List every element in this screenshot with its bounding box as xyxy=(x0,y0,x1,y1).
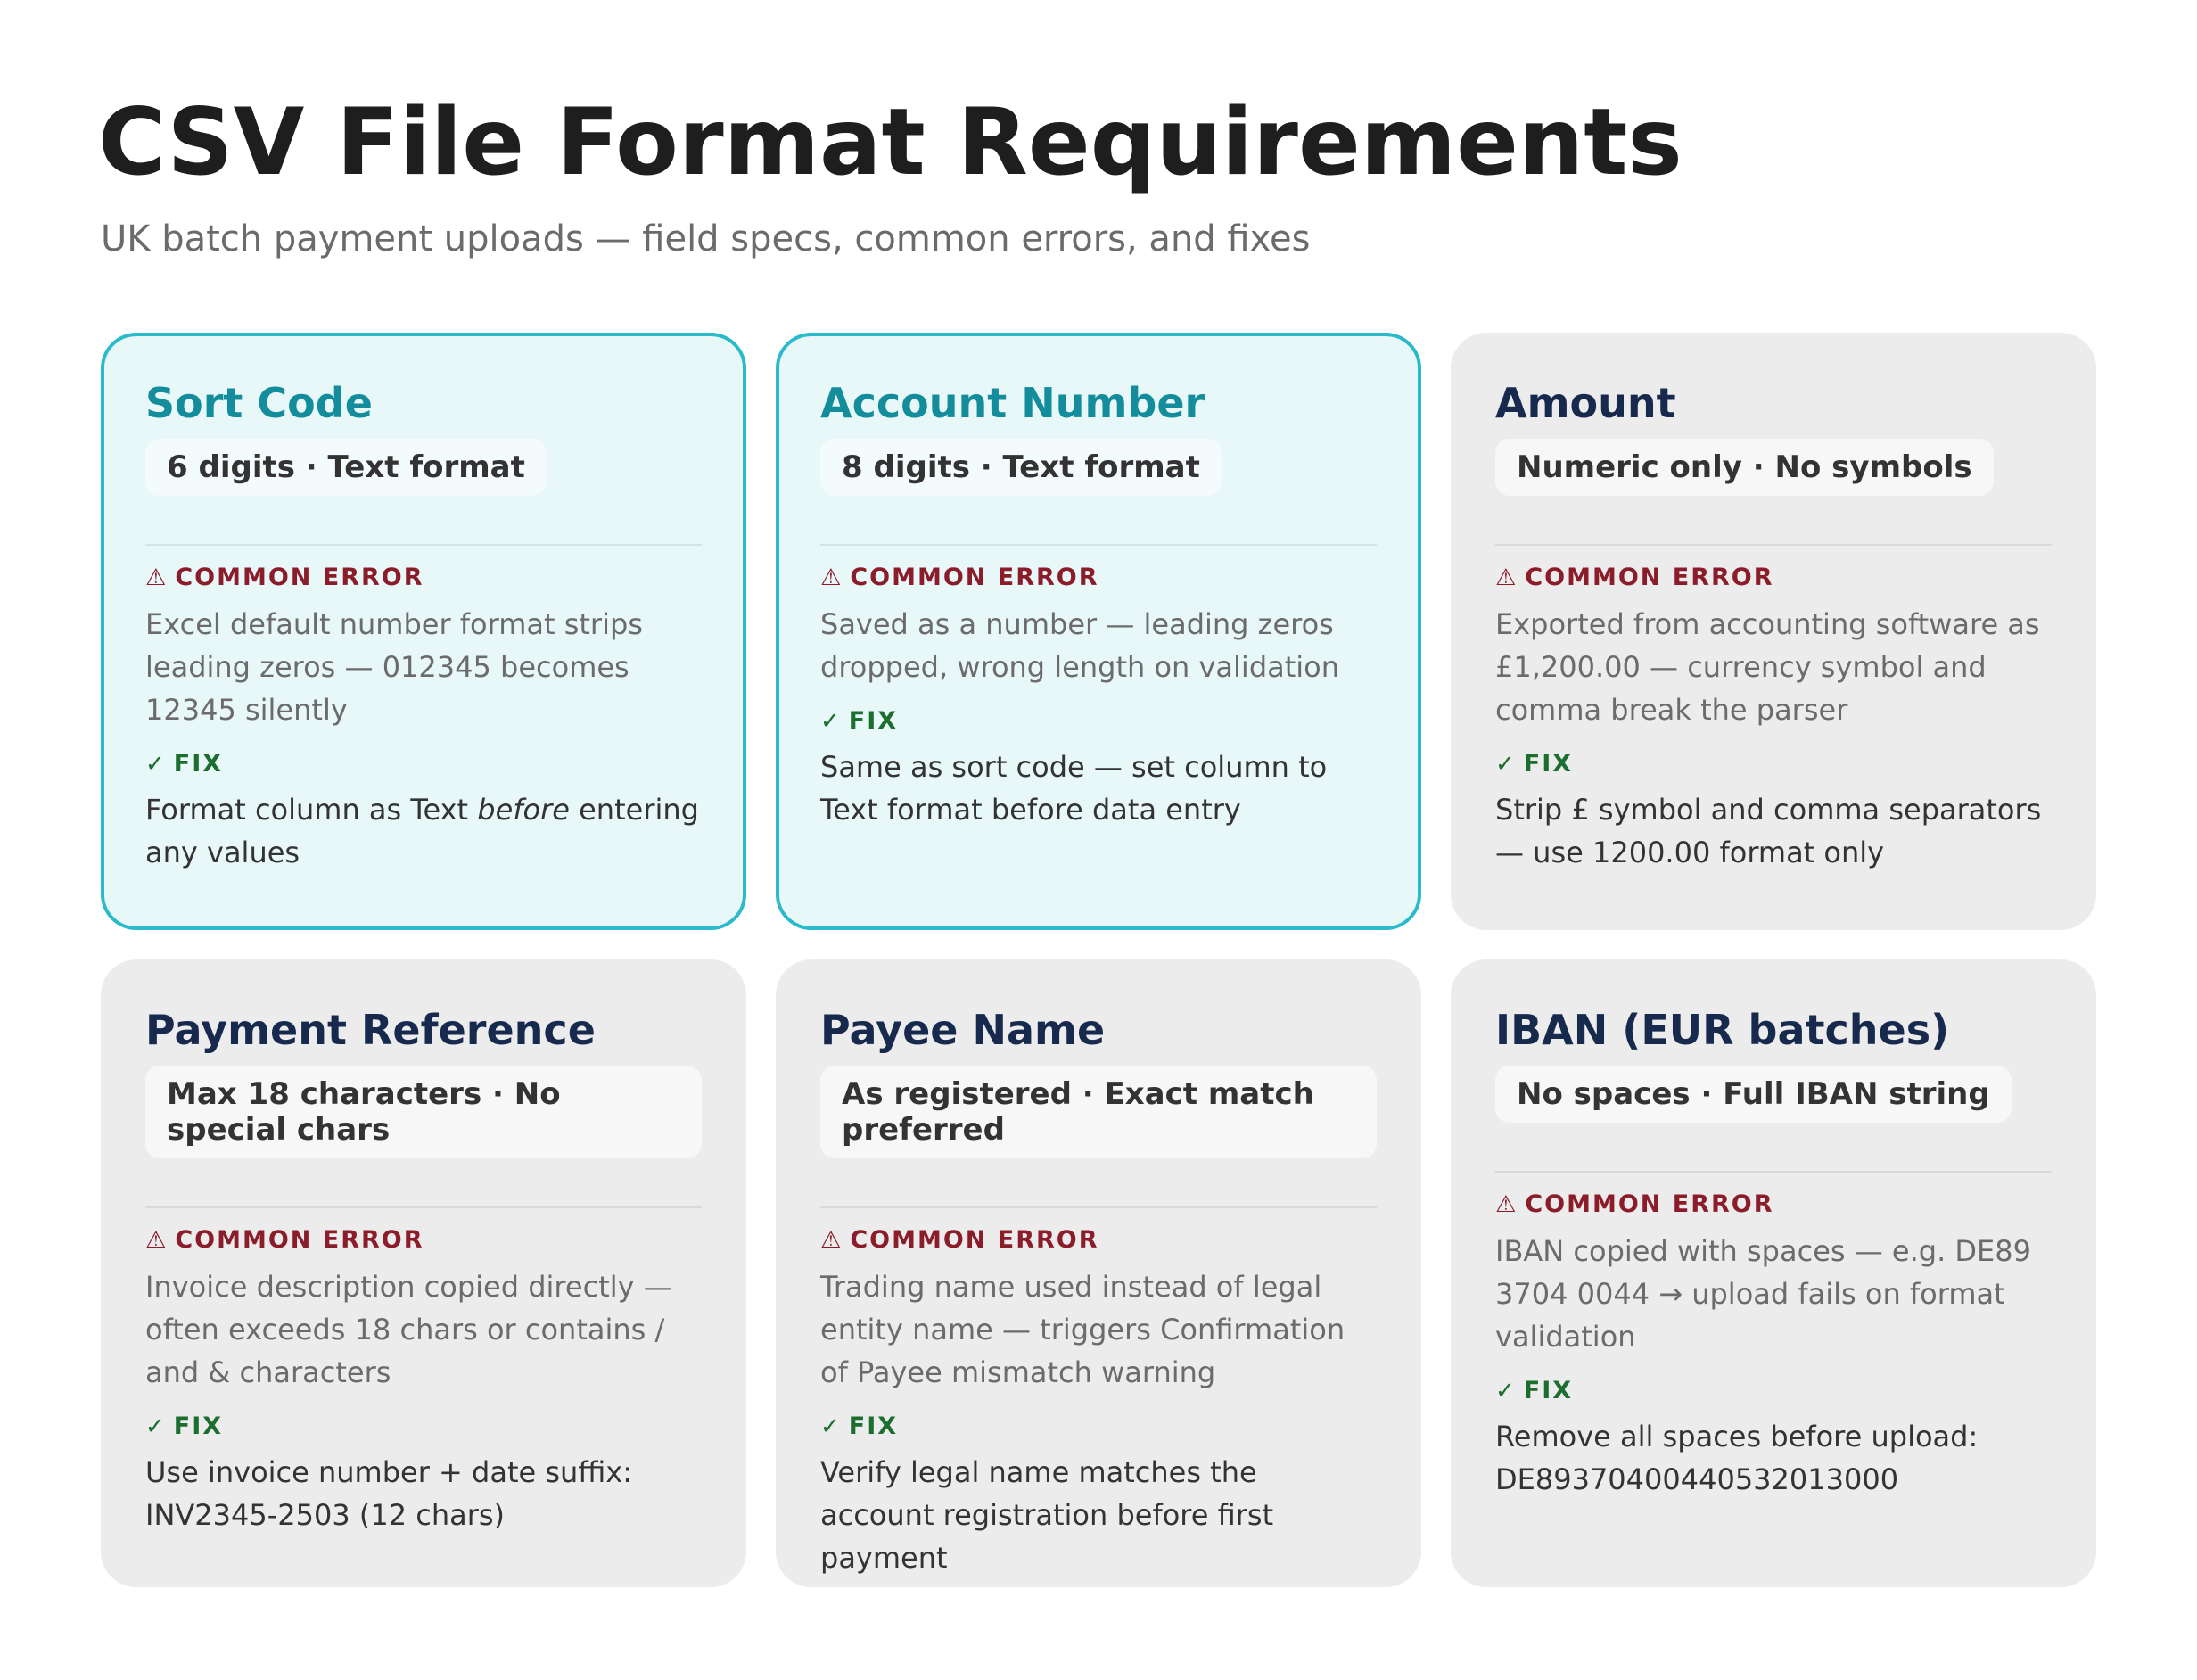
fix-label xyxy=(820,1412,1377,1441)
common-error-text: COMMON ERROR xyxy=(850,1226,1099,1254)
fix-label-text: FIX xyxy=(173,750,224,778)
card-iban xyxy=(1451,959,2096,1587)
fix-label xyxy=(145,750,702,778)
fix-label-text: FIX xyxy=(173,1412,224,1440)
card-title: Amount xyxy=(1495,379,1676,427)
fix-description: Verify legal name matches the account registration before first payment xyxy=(820,1455,1274,1575)
checkmark-icon: ✓ xyxy=(1495,1378,1515,1404)
error-description: Trading name used instead of legal entity name — triggers Confirmation of Payee mismatch warning xyxy=(820,1270,1345,1389)
common-error-text: COMMON ERROR xyxy=(1525,1190,1774,1218)
common-error-text: COMMON ERROR xyxy=(175,1226,424,1254)
fix-description: Same as sort code — set column to Text format before data entry xyxy=(820,750,1328,827)
fix-description: Strip £ symbol and comma separators — use 1200.00 format only xyxy=(1495,793,2042,869)
divider xyxy=(820,544,1377,546)
fix-text-line: Remove all spaces before upload: xyxy=(1495,1420,1979,1454)
common-error-label xyxy=(820,564,1377,592)
common-error-label xyxy=(145,564,702,592)
warning-icon: ⚠ xyxy=(1495,1191,1517,1218)
divider xyxy=(1495,544,2052,546)
common-error-label xyxy=(1495,564,2052,592)
error-description: Excel default number format strips leading zeros — 012345 becomes 12345 silently xyxy=(145,607,643,727)
checkmark-icon: ✓ xyxy=(820,1413,840,1440)
checkmark-icon: ✓ xyxy=(145,1413,165,1440)
common-error-text: COMMON ERROR xyxy=(850,564,1099,591)
common-error-label xyxy=(1495,1190,2052,1219)
spec-badge: As registered · Exact match preferred xyxy=(820,1066,1377,1158)
divider xyxy=(145,1206,702,1208)
fix-label xyxy=(1495,1377,2052,1405)
fix-label-text: FIX xyxy=(848,1412,899,1440)
spec-badge: 6 digits · Text format xyxy=(145,439,547,496)
warning-icon: ⚠ xyxy=(145,564,167,591)
field-cards-grid xyxy=(101,333,2097,1587)
fix-text-part: entering any values xyxy=(145,793,699,869)
divider xyxy=(145,544,702,546)
card-title: Payee Name xyxy=(820,1006,1106,1054)
common-error-label xyxy=(145,1226,702,1255)
fix-description xyxy=(145,788,702,874)
fix-text-emphasis: before xyxy=(477,793,570,827)
card-account-number xyxy=(776,333,1421,930)
fix-label-text: FIX xyxy=(1523,1377,1574,1404)
card-title: Account Number xyxy=(820,379,1205,427)
fix-label-text: FIX xyxy=(848,707,899,735)
error-description: Invoice description copied directly — often exceeds 18 chars or contains / and & characters xyxy=(145,1270,672,1389)
checkmark-icon: ✓ xyxy=(1495,751,1515,778)
fix-label-text: FIX xyxy=(1523,750,1574,778)
spec-badge: Numeric only · No symbols xyxy=(1495,439,1994,496)
spec-badge: 8 digits · Text format xyxy=(820,439,1222,496)
common-error-text: COMMON ERROR xyxy=(175,564,424,591)
warning-icon: ⚠ xyxy=(145,1227,167,1254)
checkmark-icon: ✓ xyxy=(145,751,165,778)
card-title: Payment Reference xyxy=(145,1006,596,1054)
divider xyxy=(820,1206,1377,1208)
card-sort-code xyxy=(101,333,746,930)
card-payment-reference xyxy=(101,959,746,1587)
warning-icon: ⚠ xyxy=(820,564,842,591)
spec-badge: No spaces · Full IBAN string xyxy=(1495,1066,2012,1123)
fix-label xyxy=(820,707,1377,736)
fix-label xyxy=(1495,750,2052,778)
error-description: IBAN copied with spaces — e.g. DE89 3704 0044 → upload fails on format validation xyxy=(1495,1234,2031,1354)
checkmark-icon: ✓ xyxy=(820,708,840,735)
card-amount xyxy=(1451,333,2096,930)
error-description: Saved as a number — leading zeros dropped, wrong length on validation xyxy=(820,607,1340,684)
spec-badge: Max 18 characters · No special chars xyxy=(145,1066,702,1158)
fix-label xyxy=(145,1412,702,1441)
example-iban: DE89370400440532013000 xyxy=(1495,1462,1899,1496)
common-error-text: COMMON ERROR xyxy=(1525,564,1774,591)
fix-description: Use invoice number + date suffix: INV2345-2503 (12 chars) xyxy=(145,1455,632,1532)
common-error-label xyxy=(820,1226,1377,1255)
card-payee-name xyxy=(776,959,1421,1587)
error-description: Exported from accounting software as £1,200.00 — currency symbol and comma break the parser xyxy=(1495,607,2040,727)
page-title: CSV File Format Requirements xyxy=(98,89,1683,196)
divider xyxy=(1495,1171,2052,1173)
warning-icon: ⚠ xyxy=(1495,564,1517,591)
fix-description xyxy=(1495,1415,2052,1501)
card-title: IBAN (EUR batches) xyxy=(1495,1006,1950,1054)
card-title: Sort Code xyxy=(145,379,373,427)
warning-icon: ⚠ xyxy=(820,1227,842,1254)
fix-text-part: Format column as Text xyxy=(145,793,478,827)
page-subtitle: UK batch payment uploads — field specs, common errors, and fixes xyxy=(101,218,1311,259)
